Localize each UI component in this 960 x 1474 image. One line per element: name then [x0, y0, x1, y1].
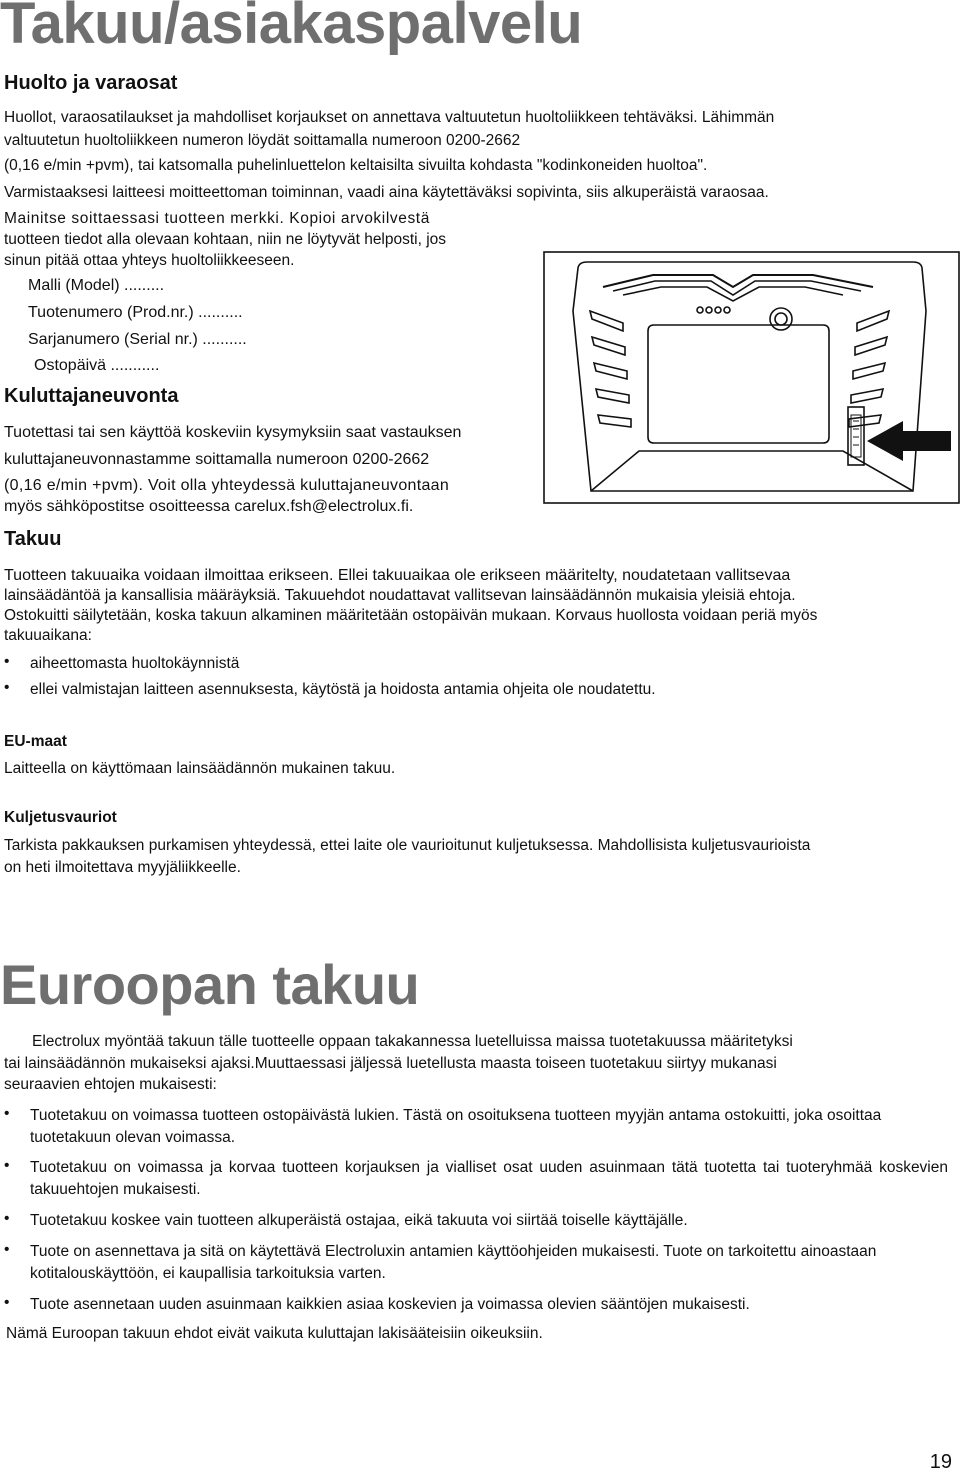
huolto-line: Mainitse soittaessasi tuotteen merkki. Kopioi arvokilvestä: [4, 210, 430, 227]
huolto-line: tuotteen tiedot alla olevaan kohtaan, niin ne löytyvät helposti, jos: [4, 231, 447, 248]
page-title: Takuu/asiakaspalvelu: [0, 0, 583, 56]
takuu-line: lainsäädäntöä ja kansallisia määräyksiä. Takuuehdot noudattavat vallitsevan lainsäädännön mukaisia yleisiä ehtoja.: [4, 587, 796, 604]
eu-text: Laitteella on käyttömaan lainsäädännön mukainen takuu.: [4, 760, 396, 777]
section-heading-huolto: Huolto ja varaosat: [4, 72, 178, 94]
kuluttaja-line: (0,16 e/min +pvm). Voit olla yhteydessä kuluttajaneuvontaan: [4, 477, 450, 494]
oven-interior-icon: [543, 251, 960, 504]
section-heading-takuu: Takuu: [4, 528, 62, 550]
huolto-line: (0,16 e/min +pvm), tai katsomalla puhelinluettelon keltaisilta sivuilta kohdasta "kodinkoneiden huoltoa".: [4, 157, 708, 174]
eurooppa-closing: Nämä Euroopan takuun ehdot eivät vaikuta kuluttajan lakisääteisiin oikeuksiin.: [6, 1325, 543, 1342]
huolto-line: Huollot, varaosatilaukset ja mahdolliset korjaukset on annettava valtuutetun huoltoliikkeen tehtäväksi. Lähimmän: [4, 109, 775, 126]
takuu-line: Tuotteen takuuaika voidaan ilmoittaa erikseen. Ellei takuuaikaa ole erikseen määritelty, noudatetaan vallitsevaa: [4, 567, 791, 584]
euroopan-takuu-title: Euroopan takuu: [0, 953, 420, 1016]
eurooppa-intro-line: tai lainsäädännön mukaiseksi ajaksi.Muuttaessasi jäljessä luetellusta maasta toiseen tuotetakuu siirtyy mukanasi: [4, 1055, 777, 1072]
oven-diagram: [543, 251, 960, 504]
eurooppa-intro-line: Electrolux myöntää takuun tälle tuotteelle oppaan takakannessa luetelluissa maissa tuotetakuussa määritetyksi: [32, 1033, 793, 1050]
kuluttaja-line: kuluttajaneuvonnastamme soittamalla numeroon 0200-2662: [4, 451, 430, 468]
huolto-line: Varmistaaksesi laitteesi moitteettoman toiminnan, vaadi aina käytettäväksi sopivinta, siis alkuperäistä varaosaa.: [4, 184, 769, 201]
section-heading-eu: EU-maat: [4, 733, 67, 750]
section-heading-kuljetus: Kuljetusvauriot: [4, 809, 117, 826]
kuluttaja-line: myös sähköpostitse osoitteessa carelux.fsh@electrolux.fi.: [4, 498, 414, 515]
takuu-line: Ostokuitti säilytetään, koska takuun alkaminen määritetään ostopäivän mukaan. Korvaus huollosta voidaan periä myös: [4, 607, 818, 624]
kuluttaja-line: Tuotettasi tai sen käyttöä koskeviin kysymyksiin saat vastauksen: [4, 424, 462, 441]
page-number: 19: [929, 1451, 952, 1473]
eurooppa-intro-line: seuraavien ehtojen mukaisesti:: [4, 1076, 217, 1093]
arrow-icon: [867, 421, 951, 461]
huolto-line: valtuutetun huoltoliikkeen numeron löydät soittamalla numeroon 0200-2662: [4, 132, 521, 149]
field-product-number: Tuotenumero (Prod.nr.) ..........: [28, 304, 243, 321]
huolto-line: sinun pitää ottaa yhteys huoltoliikkeeseen.: [4, 252, 295, 269]
field-purchase-date: Ostopäivä ...........: [34, 357, 160, 374]
field-serial-number: Sarjanumero (Serial nr.) ..........: [28, 331, 247, 348]
field-model: Malli (Model) .........: [28, 277, 165, 294]
takuu-line: takuuaikana:: [4, 627, 92, 644]
section-heading-kuluttaja: Kuluttajaneuvonta: [4, 385, 179, 407]
kuljetus-line: on heti ilmoitettava myyjäliikkeelle.: [4, 859, 241, 876]
kuljetus-line: Tarkista pakkauksen purkamisen yhteydessä, ettei laite ole vaurioitunut kuljetuksessa. Mahdollisista kuljetusvaurioista: [4, 837, 811, 854]
